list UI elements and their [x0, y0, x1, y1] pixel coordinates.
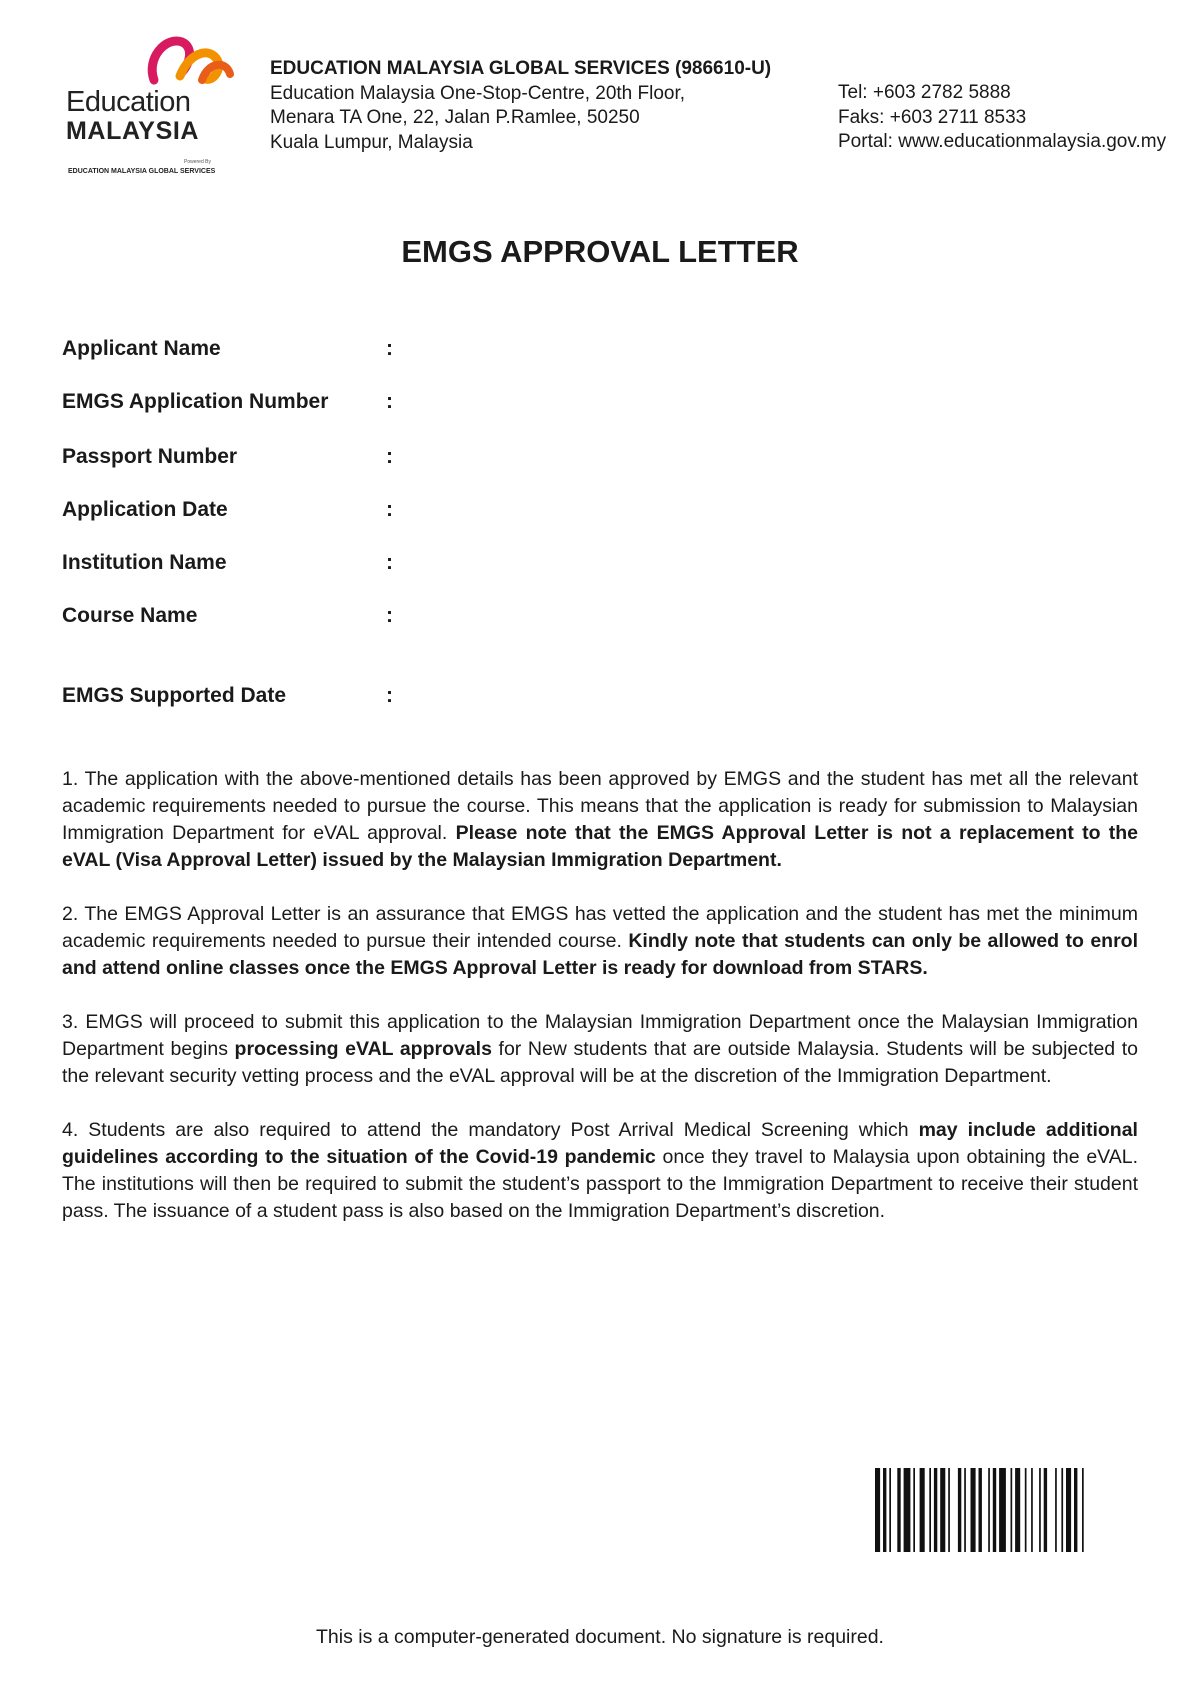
logo-tagline: EDUCATION MALAYSIA GLOBAL SERVICES [68, 168, 216, 175]
barcode-bar [940, 1468, 945, 1552]
barcode-bar [971, 1468, 976, 1552]
field-label: Passport Number [62, 445, 238, 468]
organisation-address-block [270, 57, 771, 155]
barcode-bar [1011, 1468, 1013, 1552]
barcode-bar [1031, 1468, 1033, 1552]
barcode-bar [889, 1468, 891, 1552]
field-label: EMGS Supported Date [62, 684, 287, 707]
address-line-2: Menara TA One, 22, Jalan P.Ramlee, 50250 [270, 107, 640, 128]
field-colon: : [386, 337, 393, 360]
paragraph-2 [62, 901, 1138, 982]
paragraph-1 [62, 766, 1138, 874]
paragraph-4 [62, 1117, 1138, 1225]
barcode-bar [1082, 1468, 1084, 1552]
barcode-bar [929, 1468, 931, 1552]
paragraph-text: 2. The EMGS Approval Letter is an assurance that EMGS has vetted the application and the student has met the minimum academic requirements needed to pursue their intended course. [62, 903, 1138, 952]
organisation-name: EDUCATION MALAYSIA GLOBAL SERVICES (986610-U) [270, 58, 772, 79]
field-passport-number [62, 445, 662, 469]
field-label: Applicant Name [62, 337, 221, 360]
paragraph-text: 4. Students are also required to attend the mandatory Post Arrival Medical Screening which [62, 1119, 919, 1141]
barcode-bar [1061, 1468, 1063, 1552]
barcode-bar [904, 1468, 911, 1552]
paragraph-bold-text: processing eVAL approvals [234, 1038, 492, 1060]
field-course-name [62, 604, 662, 628]
field-label: Application Date [62, 498, 228, 521]
barcode-bar [913, 1468, 915, 1552]
field-applicant-name [62, 337, 662, 361]
barcode-bar [948, 1468, 950, 1552]
field-colon: : [386, 604, 393, 627]
paragraph-bold-text: Kindly note that students can only be allowed to enrol and attend online classes once the EMGS Approval Letter is ready for download from STARS. [62, 930, 1138, 979]
paragraph-bold-text: may include additional guidelines according to the situation of the Covid-19 pandemic [62, 1119, 1138, 1168]
barcode-icon [873, 1468, 1133, 1552]
barcode-bar [1074, 1468, 1077, 1552]
barcode-bar [1055, 1468, 1057, 1552]
barcode [873, 1468, 1133, 1552]
logo-text-education: Education [66, 86, 191, 118]
field-colon: : [386, 390, 393, 413]
barcode-bar [979, 1468, 982, 1552]
field-colon: : [386, 551, 393, 574]
barcode-bar [875, 1468, 880, 1552]
field-supported-date [62, 684, 662, 708]
footer-note: This is a computer-generated document. No signature is required. [316, 1626, 884, 1648]
barcode-bar [993, 1468, 996, 1552]
letter-title: EMGS APPROVAL LETTER [401, 234, 799, 269]
barcode-bar [1066, 1468, 1071, 1552]
barcode-bar [1015, 1468, 1020, 1552]
field-label: Course Name [62, 604, 198, 627]
barcode-bar [958, 1468, 961, 1552]
contact-telephone: Tel: +603 2782 5888 [838, 82, 1011, 103]
barcode-bar [934, 1468, 937, 1552]
address-line-1: Education Malaysia One-Stop-Centre, 20th Floor, [270, 82, 686, 104]
logo-text-malaysia: MALAYSIA [66, 117, 200, 145]
barcode-bar [897, 1468, 900, 1552]
field-label: Institution Name [62, 551, 227, 574]
logo-powered-by: Powered By [184, 159, 211, 165]
paragraph-text: 1. The application with the above-mentioned details has been approved by EMGS and the student has met all the relevant academic requirements needed to pursue the course. This means that the application is ready for submission to Malaysian Immigration Department for eVAL approval. [62, 768, 1138, 844]
paragraph-3 [62, 1009, 1138, 1090]
letter-body [62, 766, 1138, 1252]
field-application-date [62, 498, 662, 522]
barcode-bar [883, 1468, 886, 1552]
paragraph-text: once they travel to Malaysia upon obtaining the eVAL. The institutions will then be required to submit the student’s passport to the Immigration Department to receive their student pass. The issuance of a student pass is also based on the Immigration Department’s discretion. [62, 1146, 1138, 1222]
field-institution-name [62, 551, 662, 575]
field-colon: : [386, 445, 393, 468]
address-line-3: Kuala Lumpur, Malaysia [270, 131, 473, 153]
contact-fax: Faks: +603 2711 8533 [838, 106, 1027, 128]
barcode-bar [964, 1468, 966, 1552]
barcode-bar [999, 1468, 1006, 1552]
barcode-bar [1025, 1468, 1027, 1552]
paragraph-bold-text: Please note that the EMGS Approval Letter is not a replacement to the eVAL (Visa Approval Letter) issued by the Malaysian Immigration Department. [62, 822, 1139, 871]
contact-block [838, 81, 1166, 155]
contact-portal: Portal: www.educationmalaysia.gov.my [838, 131, 1167, 152]
field-colon: : [386, 684, 393, 707]
field-colon: : [386, 498, 393, 521]
education-malaysia-logo [62, 28, 240, 175]
barcode-bar [1039, 1468, 1041, 1552]
barcode-bar [988, 1468, 990, 1552]
field-application-number [62, 390, 662, 414]
paragraph-text: 3. EMGS will proceed to submit this application to the Malaysian Immigration Department once the Malaysian Immigration Department begins [62, 1011, 1138, 1060]
barcode-bar [1044, 1468, 1047, 1552]
emgs-swirl-logo-icon [146, 28, 236, 92]
barcode-bar [920, 1468, 925, 1552]
paragraph-text: for New students that are outside Malaysia. Students will be subjected to the relevant security vetting process and the eVAL approval will be at the discretion of the Immigration Department. [62, 1038, 1138, 1087]
field-label: EMGS Application Number [62, 390, 329, 413]
